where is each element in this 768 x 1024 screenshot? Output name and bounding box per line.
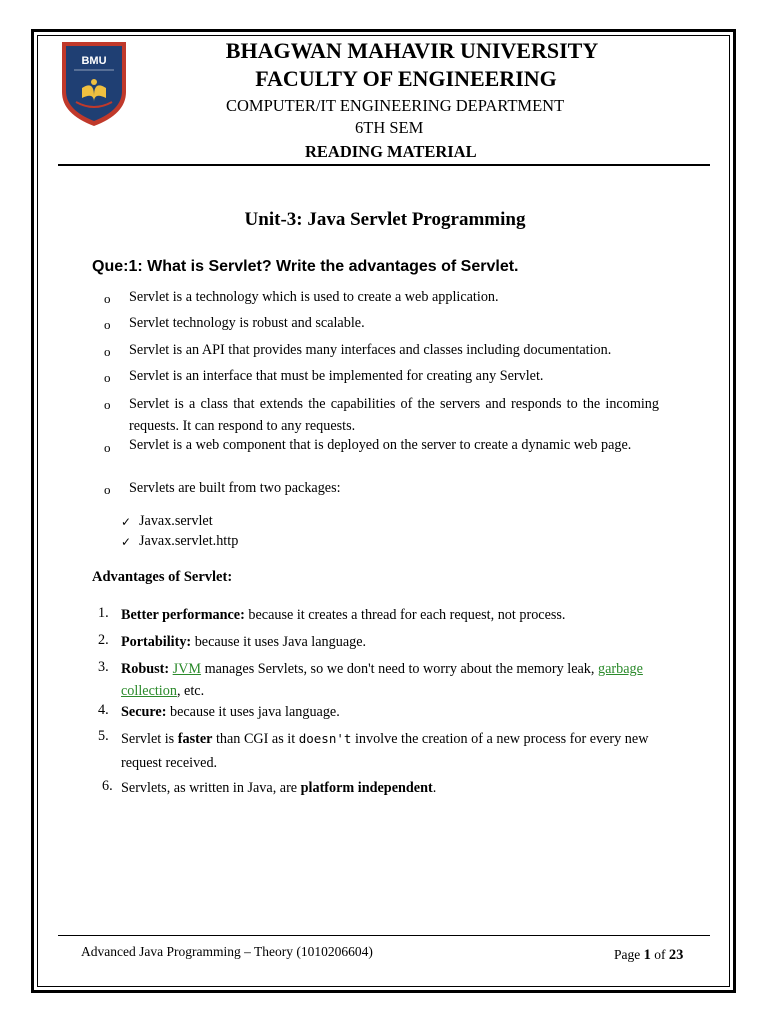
- semester: 6TH SEM: [355, 118, 424, 137]
- unit-title: Unit-3: Java Servlet Programming: [244, 209, 526, 230]
- question-heading: Que:1: What is Servlet? Write the advantages of Servlet.: [92, 258, 519, 275]
- list-item: Servlet is an API that provides many interfaces and classes including documentation.: [129, 342, 612, 358]
- list-item: Servlet is a technology which is used to create a web application.: [129, 289, 499, 305]
- item-number: 2.: [98, 632, 109, 648]
- university-name: BHAGWAN MAHAVIR UNIVERSITY: [225, 38, 599, 63]
- item-number: 6.: [102, 778, 113, 794]
- bullet-marker: o: [104, 317, 111, 332]
- list-item: Servlet technology is robust and scalable.: [129, 315, 365, 331]
- item-number: 5.: [98, 728, 109, 744]
- advantage-item: Portability: because it uses Java language.: [121, 634, 367, 650]
- advantage-item: Servlet is faster than CGI as it doesn't involve the creation of a new process for every new request received.: [121, 731, 649, 771]
- list-item: Servlet is a class that extends the capabilities of the servers and responds to the incoming requests. It can respond to any requests.: [129, 396, 659, 434]
- package-item: Javax.servlet.http: [139, 533, 239, 549]
- list-item: Servlet is a web component that is deployed on the server to create a dynamic web page.: [129, 437, 632, 453]
- item-number: 3.: [98, 659, 109, 675]
- bullet-marker: o: [104, 440, 111, 455]
- bullet-marker: o: [104, 344, 111, 359]
- logo-text: BMU: [81, 55, 107, 67]
- jvm-link[interactable]: JVM: [172, 661, 202, 677]
- advantage-item: Better performance: because it creates a thread for each request, not process.: [121, 607, 566, 623]
- page-number: Page 1 of 23: [614, 947, 684, 963]
- bullet-marker: o: [104, 397, 111, 412]
- checkmark-icon: ✓: [121, 515, 132, 529]
- reading-material-label: READING MATERIAL: [305, 142, 477, 161]
- department-name: COMPUTER/IT ENGINEERING DEPARTMENT: [226, 96, 565, 115]
- page-border-inner: [37, 35, 730, 987]
- footer-course: Advanced Java Programming – Theory (1010206604): [81, 944, 373, 959]
- bullet-marker: o: [104, 291, 111, 306]
- list-item: Servlets are built from two packages:: [129, 480, 341, 496]
- item-number: 1.: [98, 605, 109, 621]
- bullet-marker: o: [104, 482, 111, 497]
- header-divider: [58, 164, 710, 166]
- advantage-item: Servlets, as written in Java, are platform independent.: [121, 780, 437, 796]
- faculty-name: FACULTY OF ENGINEERING: [255, 66, 557, 91]
- footer-divider: [58, 935, 710, 936]
- package-item: Javax.servlet: [139, 513, 213, 529]
- bullet-marker: o: [104, 370, 111, 385]
- garbage-collection-link[interactable]: garbage collection: [121, 661, 643, 699]
- list-item: Servlet is an interface that must be implemented for creating any Servlet.: [129, 368, 544, 384]
- checkmark-icon: ✓: [121, 535, 132, 549]
- advantages-heading: Advantages of Servlet:: [92, 569, 233, 585]
- advantage-item: Robust: JVM manages Servlets, so we don't need to worry about the memory leak, garbage collection, etc.: [121, 661, 643, 699]
- advantage-item: Secure: because it uses java language.: [121, 704, 340, 720]
- item-number: 4.: [98, 702, 109, 718]
